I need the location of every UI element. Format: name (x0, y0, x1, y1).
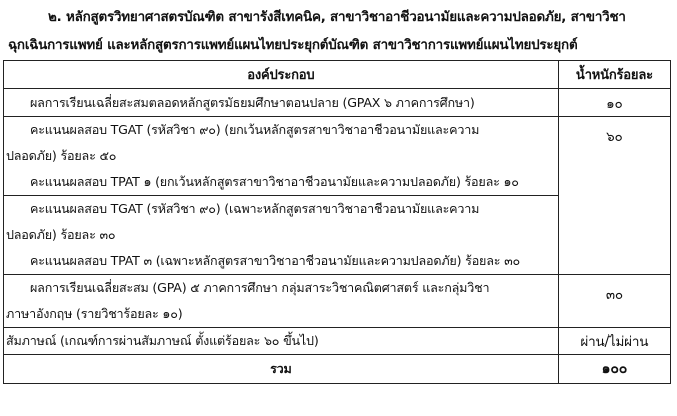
component-text: ผลการเรียนเฉลี่ยสะสม (GPA) ๕ ภาคการศึกษา กลุ่มสาระวิชาคณิตศาสตร์ และกลุ่มวิชา (30, 280, 490, 295)
weight-cell-tests: ๖๐ (558, 117, 670, 275)
table-row (4, 89, 671, 117)
table-total-row (4, 355, 671, 384)
weight-cell-interview: ผ่าน/ไม่ผ่าน (558, 328, 670, 355)
table-row (4, 328, 671, 355)
weight-column-header: น้ำหนักร้อยละ (558, 61, 670, 89)
component-cell-gpa (4, 275, 559, 328)
component-text: คะแนนผลสอบ TGAT (รหัสวิชา ๙๐) (ยกเว้นหลักสูตรสาขาวิชาอาชีวอนามัยและความ (30, 122, 480, 137)
component-cell-interview (4, 328, 559, 355)
table-row (4, 117, 671, 196)
total-label: รวม (4, 355, 559, 384)
total-value: ๑๐๐ (558, 355, 670, 384)
component-text: คะแนนผลสอบ TPAT ๑ (ยกเว้นหลักสูตรสาขาวิชาอาชีวอนามัยและความปลอดภัย) ร้อยละ ๑๐ (30, 174, 519, 189)
weight-cell-gpa: ๓๐ (558, 275, 670, 328)
weight-cell-gpax: ๑๐ (558, 89, 670, 117)
section-heading-line-1: ๒. หลักสูตรวิทยาศาสตรบัณฑิต สาขารังสีเทคนิค, สาขาวิชาอาชีวอนามัยและความปลอดภัย, สาขาวิชา (48, 10, 626, 25)
component-cell-tgat-tpat1 (4, 117, 559, 196)
component-text: สัมภาษณ์ (เกณฑ์การผ่านสัมภาษณ์ ตั้งแต่ร้อยละ ๖๐ ขึ้นไป) (6, 333, 319, 348)
component-text: ผลการเรียนเฉลี่ยสะสมตลอดหลักสูตรมัธยมศึกษาตอนปลาย (GPAX ๖ ภาคการศึกษา) (30, 94, 475, 110)
component-text-continued: ปลอดภัย) ร้อยละ ๓๐ (6, 227, 116, 242)
table-header-row (4, 61, 671, 89)
component-cell-tgat-tpat3 (4, 196, 559, 275)
component-cell-gpax (4, 89, 559, 117)
section-heading-line-2: ฉุกเฉินการแพทย์ และหลักสูตรการแพทย์แผนไทยประยุกต์บัณฑิต สาขาวิชาการแพทย์แผนไทยประยุกต์ (8, 38, 578, 53)
component-column-header: องค์ประกอบ (4, 61, 559, 89)
component-text: คะแนนผลสอบ TGAT (รหัสวิชา ๙๐) (เฉพาะหลักสูตรสาขาวิชาอาชีวอนามัยและความ (30, 201, 480, 216)
component-text-continued: ปลอดภัย) ร้อยละ ๕๐ (6, 148, 117, 163)
table-row (4, 275, 671, 328)
admission-criteria-table (3, 60, 671, 384)
component-text-continued: ภาษาอังกฤษ (รายวิชาร้อยละ ๑๐) (6, 306, 183, 321)
component-text: คะแนนผลสอบ TPAT ๓ (เฉพาะหลักสูตรสาขาวิชาอาชีวอนามัยและความปลอดภัย) ร้อยละ ๓๐ (30, 253, 521, 268)
